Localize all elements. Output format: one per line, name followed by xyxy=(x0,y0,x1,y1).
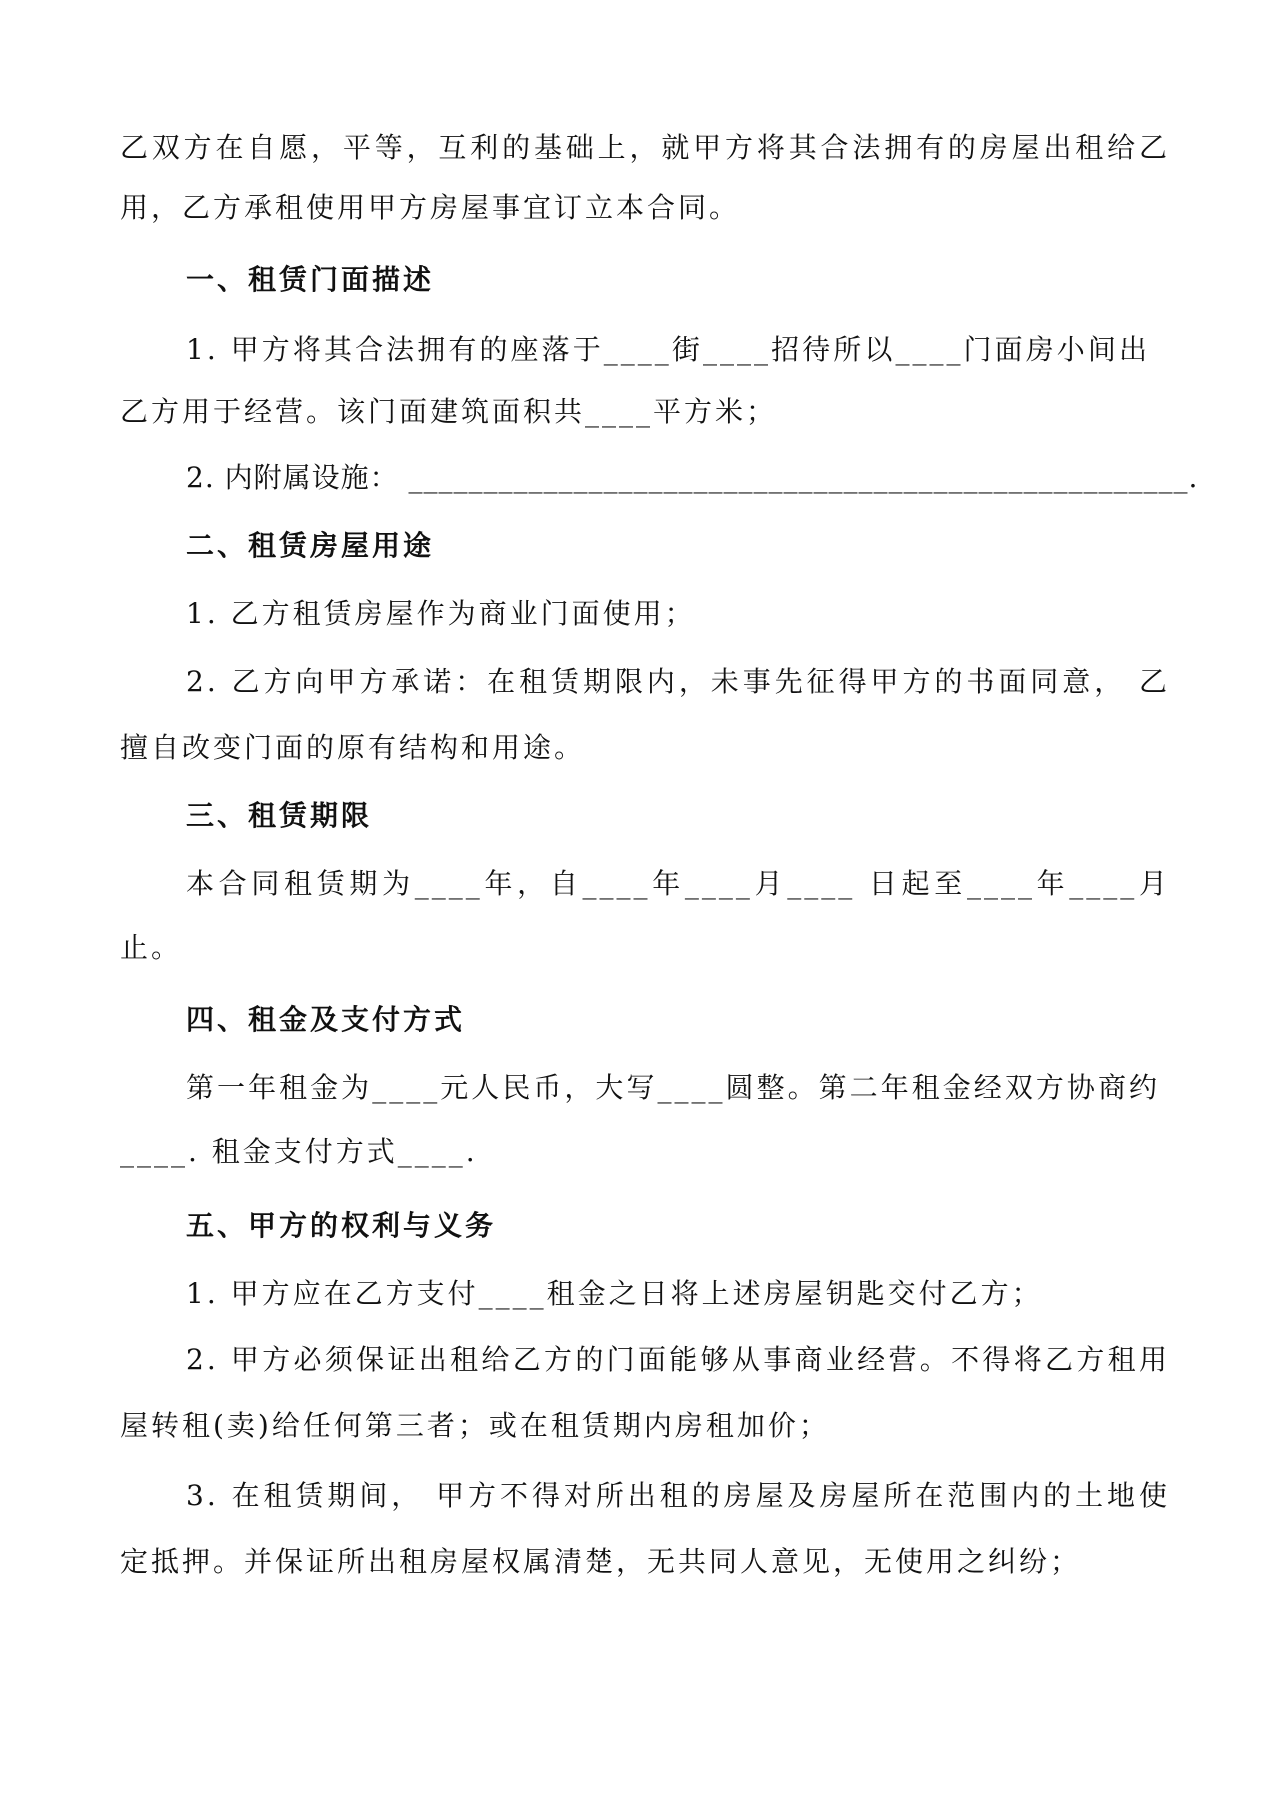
paragraph-line: 3. 在租赁期间， 甲方不得对所出租的房屋及房屋所在范围内的土地使 xyxy=(186,1479,1170,1512)
section-heading: 一、租赁门面描述 xyxy=(186,263,435,296)
paragraph-line: 1. 甲方将其合法拥有的座落于____街____招待所以____门面房小间出 xyxy=(186,333,1150,366)
paragraph-line: 定抵押。并保证所出租房屋权属清楚，无共同人意见，无使用之纠纷； xyxy=(120,1545,1082,1578)
section-heading: 五、甲方的权利与义务 xyxy=(186,1209,497,1242)
paragraph-line: 2. 内附属设施： ____________________________________________________. xyxy=(186,461,1199,494)
paragraph-line: 止。 xyxy=(120,931,183,964)
section-heading: 二、租赁房屋用途 xyxy=(186,529,435,562)
paragraph-line: 用，乙方承租使用甲方房屋事宜订立本合同。 xyxy=(120,191,741,224)
paragraph-line: 本合同租赁期为____年，自____年____月____ 日起至____年____月 xyxy=(186,867,1170,900)
paragraph-line: ____. 租金支付方式____. xyxy=(120,1135,478,1168)
paragraph-line: 乙方用于经营。该门面建筑面积共____平方米； xyxy=(120,395,778,428)
paragraph-line: 1. 乙方租赁房屋作为商业门面使用； xyxy=(186,597,696,630)
paragraph-line: 第一年租金为____元人民币，大写____圆整。第二年租金经双方协商约 xyxy=(186,1071,1160,1104)
paragraph-line: 2. 乙方向甲方承诺：在租赁期限内，未事先征得甲方的书面同意， 乙 xyxy=(186,665,1170,698)
section-heading: 三、租赁期限 xyxy=(186,799,373,832)
paragraph-line: 屋转租(卖)给任何第三者；或在租赁期内房租加价； xyxy=(120,1409,830,1442)
paragraph-line: 乙双方在自愿，平等，互利的基础上，就甲方将其合法拥有的房屋出租给乙 xyxy=(120,131,1170,164)
paragraph-line: 2. 甲方必须保证出租给乙方的门面能够从事商业经营。不得将乙方租用 xyxy=(186,1343,1170,1376)
section-heading: 四、租金及支付方式 xyxy=(186,1003,466,1036)
paragraph-line: 擅自改变门面的原有结构和用途。 xyxy=(120,731,586,764)
paragraph-line: 1. 甲方应在乙方支付____租金之日将上述房屋钥匙交付乙方； xyxy=(186,1277,1043,1310)
